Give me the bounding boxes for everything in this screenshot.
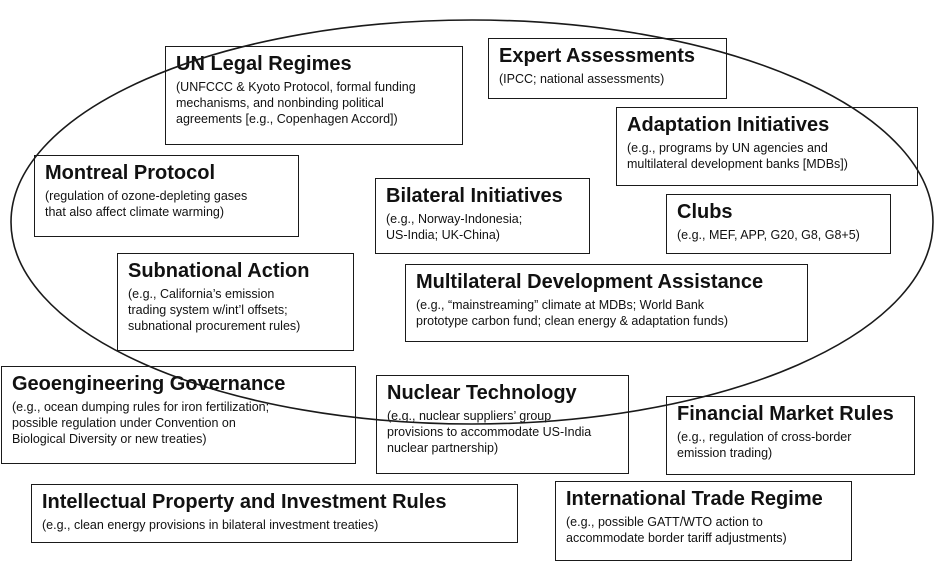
subnational-action-title: Subnational Action xyxy=(128,260,310,282)
financial-market-rules-title: Financial Market Rules xyxy=(677,403,894,425)
adaptation-initiatives-description: (e.g., programs by UN agencies and multilateral development banks [MDBs]) xyxy=(627,141,848,171)
multilateral-development-assistance-box xyxy=(405,264,808,342)
un-legal-regimes-box xyxy=(165,46,463,145)
montreal-protocol-box xyxy=(34,155,299,237)
international-trade-regime-box xyxy=(555,481,852,561)
montreal-protocol-description: (regulation of ozone-depleting gases that also affect climate warming) xyxy=(45,189,248,219)
multilateral-development-assistance-title: Multilateral Development Assistance xyxy=(416,271,764,293)
international-trade-regime-description: (e.g., possible GATT/WTO action to accommodate border tariff adjustments) xyxy=(566,515,787,545)
bilateral-initiatives-description: (e.g., Norway-Indonesia; US-India; UK-China) xyxy=(386,212,523,242)
subnational-action-description: (e.g., California’s emission trading system w/int’l offsets; subnational procurement rules) xyxy=(128,287,301,333)
geoengineering-governance-description: (e.g., ocean dumping rules for iron fertilization; possible regulation under Convention on Biological Diversity or new treaties) xyxy=(12,400,270,446)
expert-assessments-description: (IPCC; national assessments) xyxy=(499,72,665,86)
clubs-description: (e.g., MEF, APP, G20, G8, G8+5) xyxy=(677,228,860,242)
adaptation-initiatives-box xyxy=(616,107,918,186)
financial-market-rules-box xyxy=(666,396,915,475)
international-trade-regime-title: International Trade Regime xyxy=(566,488,823,510)
multilateral-development-assistance-description: (e.g., “mainstreaming” climate at MDBs; World Bank prototype carbon fund; clean energy & adaptation funds) xyxy=(416,298,729,328)
nuclear-technology-box xyxy=(376,375,629,474)
bilateral-initiatives-title: Bilateral Initiatives xyxy=(386,185,563,207)
nuclear-technology-description: (e.g., nuclear suppliers’ group provisions to accommodate US-India nuclear partnership) xyxy=(387,409,592,455)
montreal-protocol-title: Montreal Protocol xyxy=(45,162,216,184)
intellectual-property-box xyxy=(31,484,518,543)
un-legal-regimes-title: UN Legal Regimes xyxy=(176,53,352,75)
geoengineering-governance-title: Geoengineering Governance xyxy=(12,373,286,395)
clubs-title: Clubs xyxy=(677,201,733,223)
financial-market-rules-description: (e.g., regulation of cross-border emission trading) xyxy=(677,430,852,460)
bilateral-initiatives-box xyxy=(375,178,590,254)
intellectual-property-description: (e.g., clean energy provisions in bilateral investment treaties) xyxy=(42,518,379,532)
nuclear-technology-title: Nuclear Technology xyxy=(387,382,577,404)
subnational-action-box xyxy=(117,253,354,351)
expert-assessments-title: Expert Assessments xyxy=(499,45,696,67)
clubs-box xyxy=(666,194,891,254)
intellectual-property-title: Intellectual Property and Investment Rules xyxy=(42,491,447,513)
un-legal-regimes-description: (UNFCCC & Kyoto Protocol, formal funding mechanisms, and nonbinding political agreements [e.g., Copenhagen Accord]) xyxy=(176,80,416,126)
expert-assessments-box xyxy=(488,38,727,99)
adaptation-initiatives-title: Adaptation Initiatives xyxy=(627,114,830,136)
geoengineering-governance-box xyxy=(1,366,356,464)
